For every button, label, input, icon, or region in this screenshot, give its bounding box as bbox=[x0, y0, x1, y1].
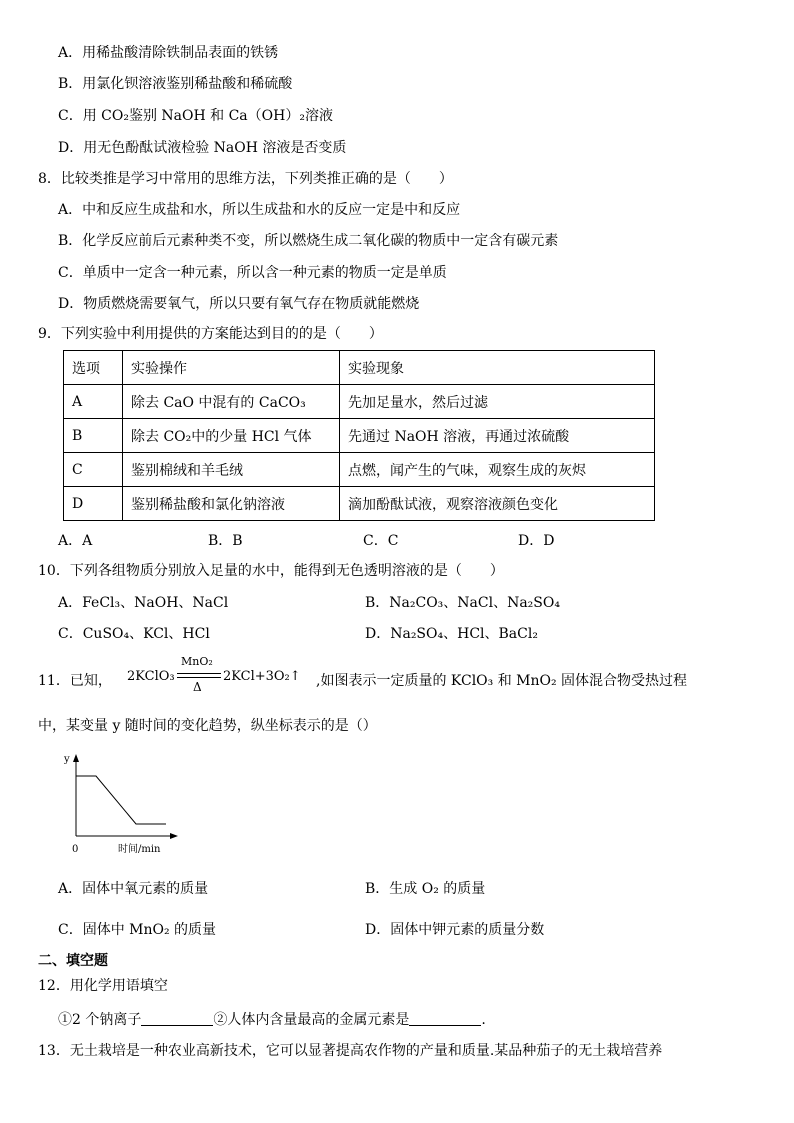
q9-option-a: A．A bbox=[58, 533, 93, 549]
q12-parts bbox=[58, 1010, 486, 1030]
q11-stem-prefix: 11．已知， bbox=[38, 673, 112, 689]
q8-option-d: D．物质燃烧需要氧气，所以只要有氧气存在物质就能燃烧 bbox=[58, 296, 420, 312]
table-header-row bbox=[64, 351, 655, 385]
table-cell: 滴加酚酞试液，观察溶液颜色变化 bbox=[340, 487, 655, 521]
q7-option-b: B．用氯化钡溶液鉴别稀盐酸和稀硫酸 bbox=[58, 76, 293, 92]
equation-products: 2KCl+3O₂↑ bbox=[223, 669, 301, 684]
q8-option-a: A．中和反应生成盐和水，所以生成盐和水的反应一定是中和反应 bbox=[58, 202, 461, 218]
q9-option-c: C．C bbox=[363, 533, 399, 549]
q9-table bbox=[63, 350, 655, 521]
equation-reactant: 2KClO₃ bbox=[127, 669, 175, 684]
y-axis-label: y bbox=[64, 754, 70, 765]
table-cell: D bbox=[64, 487, 123, 521]
q9-option-b: B．B bbox=[208, 533, 243, 549]
q8-option-c: C．单质中一定含一种元素，所以含一种元素的物质一定是单质 bbox=[58, 265, 447, 281]
origin-label: 0 bbox=[72, 844, 79, 855]
q11-option-b: B．生成 O₂ 的质量 bbox=[365, 881, 486, 897]
table-cell: 鉴别稀盐酸和氯化钠溶液 bbox=[123, 487, 340, 521]
table-cell: 除去 CaO 中混有的 CaCO₃ bbox=[123, 385, 340, 419]
q11-graph bbox=[60, 752, 180, 858]
q12-stem: 12．用化学用语填空 bbox=[38, 978, 168, 994]
table-cell: 除去 CO₂中的少量 HCl 气体 bbox=[123, 419, 340, 453]
x-axis-label: 时间/min bbox=[118, 844, 161, 855]
table-row bbox=[64, 385, 655, 419]
q11-option-a: A．固体中氧元素的质量 bbox=[58, 881, 209, 897]
q7-option-d: D．用无色酚酞试液检验 NaOH 溶液是否变质 bbox=[58, 140, 347, 156]
equation-arrow-top bbox=[177, 673, 221, 674]
q13-stem: 13．无土栽培是一种农业高新技术，它可以显著提高农作物的产量和质量.某品种茄子的无土栽培营养 bbox=[38, 1043, 663, 1059]
q12-blank-1[interactable] bbox=[141, 1011, 213, 1026]
table-row bbox=[64, 453, 655, 487]
table-cell: 点燃，闻产生的气味，观察生成的灰烬 bbox=[340, 453, 655, 487]
table-cell: A bbox=[64, 385, 123, 419]
x-axis-arrow bbox=[170, 833, 178, 839]
q7-option-a: A．用稀盐酸清除铁制品表面的铁锈 bbox=[58, 45, 279, 61]
q10-option-a: A．FeCl₃、NaOH、NaCl bbox=[58, 595, 229, 611]
q10-option-b: B．Na₂CO₃、NaCl、Na₂SO₄ bbox=[365, 595, 560, 611]
q12-part1: ①2 个钠离子 bbox=[58, 1012, 142, 1028]
equation-arrow-bottom bbox=[177, 677, 221, 678]
q9-stem: 9．下列实验中利用提供的方案能达到目的的是（ ） bbox=[38, 326, 383, 342]
q10-option-d: D．Na₂SO₄、HCl、BaCl₂ bbox=[365, 626, 538, 642]
q12-blank-2[interactable] bbox=[409, 1011, 481, 1026]
table-row bbox=[64, 487, 655, 521]
table-header-cell: 实验现象 bbox=[340, 351, 655, 385]
q10-option-c: C．CuSO₄、KCl、HCl bbox=[58, 626, 210, 642]
table-cell: 先通过 NaOH 溶液，再通过浓硫酸 bbox=[340, 419, 655, 453]
q8-option-b: B．化学反应前后元素种类不变，所以燃烧生成二氧化碳的物质中一定含有碳元素 bbox=[58, 233, 559, 249]
q11-option-c: C．固体中 MnO₂ 的质量 bbox=[58, 922, 217, 938]
q11-stem-line2: 中，某变量 y 随时间的变化趋势，纵坐标表示的是（） bbox=[38, 718, 377, 734]
q12-part2: ②人体内含量最高的金属元素是 bbox=[213, 1012, 410, 1028]
equation-catalyst: MnO₂ bbox=[181, 655, 213, 668]
table-header-cell: 实验操作 bbox=[123, 351, 340, 385]
table-cell: 先加足量水，然后过滤 bbox=[340, 385, 655, 419]
table-row bbox=[64, 419, 655, 453]
table-cell: B bbox=[64, 419, 123, 453]
y-axis-arrow bbox=[73, 754, 79, 762]
q7-option-c: C．用 CO₂鉴别 NaOH 和 Ca（OH）₂溶液 bbox=[58, 108, 333, 124]
q8-stem: 8．比较类推是学习中常用的思维方法，下列类推正确的是（ ） bbox=[38, 171, 453, 187]
q11-option-d: D．固体中钾元素的质量分数 bbox=[365, 922, 545, 938]
table-cell: 鉴别棉绒和羊毛绒 bbox=[123, 453, 340, 487]
equation-condition: Δ bbox=[193, 680, 202, 694]
q9-option-d: D．D bbox=[518, 533, 555, 549]
table-cell: C bbox=[64, 453, 123, 487]
reaction-equation bbox=[127, 655, 307, 701]
series-line bbox=[76, 776, 166, 824]
table-header-cell: 选项 bbox=[64, 351, 123, 385]
section-title: 二、填空题 bbox=[38, 953, 108, 969]
q12-end: . bbox=[481, 1012, 486, 1028]
q10-stem: 10．下列各组物质分别放入足量的水中，能得到无色透明溶液的是（ ） bbox=[38, 563, 504, 579]
q11-stem-suffix: ,如图表示一定质量的 KClO₃ 和 MnO₂ 固体混合物受热过程 bbox=[316, 673, 688, 689]
